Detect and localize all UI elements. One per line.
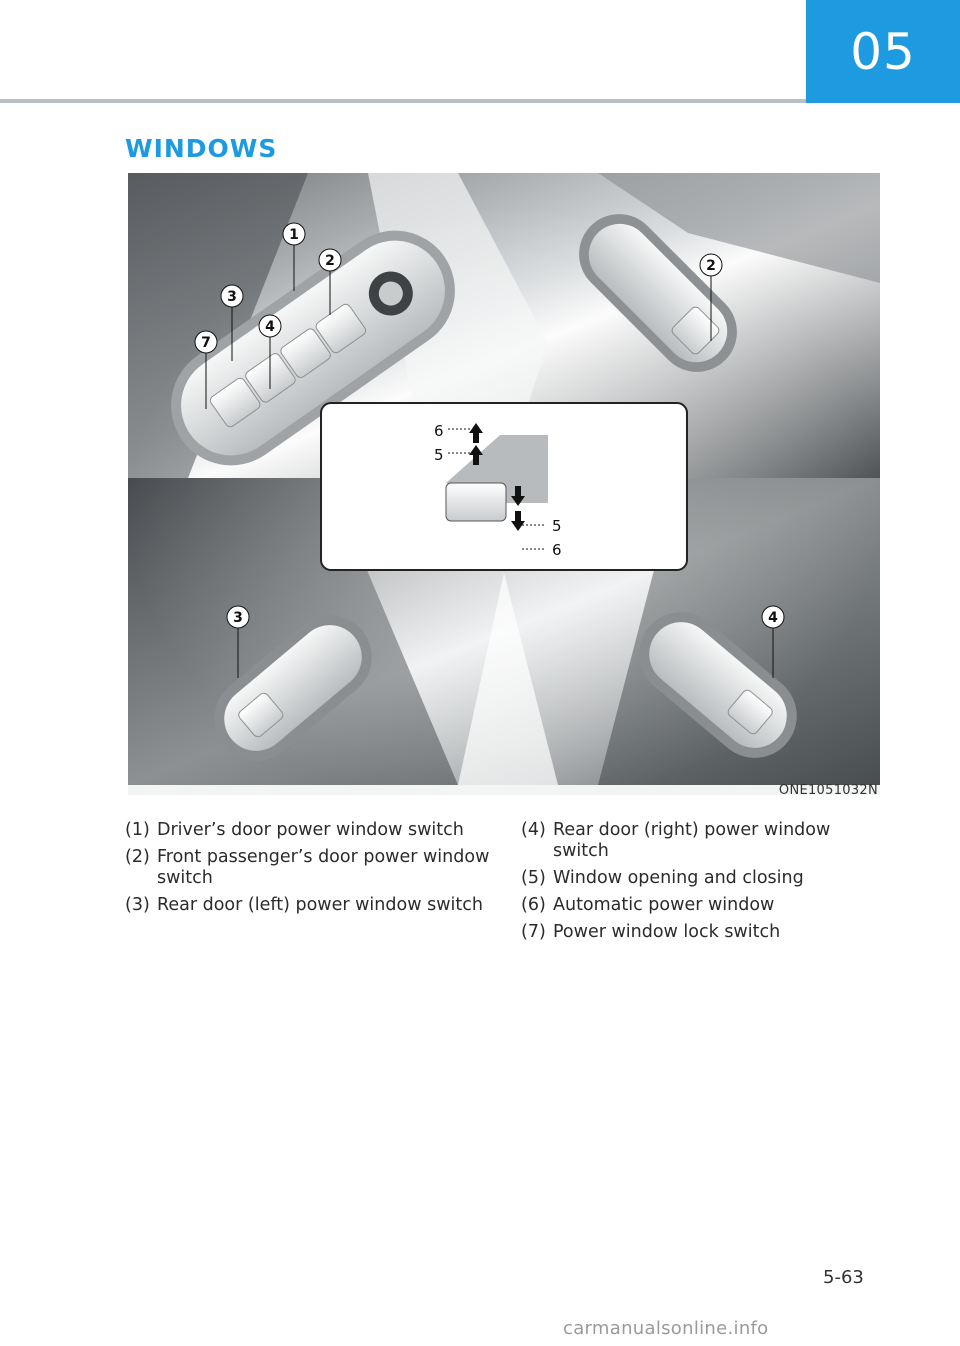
- legend-number: (1): [125, 820, 150, 840]
- legend-number: (7): [521, 922, 546, 942]
- legend-text: Power window lock switch: [553, 922, 781, 942]
- legend-number: (6): [521, 895, 546, 915]
- legend-item: [125, 895, 495, 916]
- inset-label-5-bottom: 5: [552, 517, 562, 535]
- legend-left: [125, 820, 495, 922]
- inset-label-6-bottom: 6: [552, 541, 562, 559]
- legend-number: (3): [125, 895, 150, 915]
- callout-3-rear-left: 3: [233, 610, 243, 626]
- legend-text: Window opening and closing: [553, 868, 804, 888]
- legend-item: [125, 847, 495, 889]
- callout-1: 1: [289, 227, 299, 243]
- callout-4: 4: [265, 319, 275, 335]
- legend-item: [521, 895, 851, 916]
- chapter-number: 05: [850, 22, 916, 81]
- callout-3: 3: [227, 289, 237, 305]
- legend-item: [521, 922, 851, 943]
- page-number: 5-63: [823, 1267, 864, 1288]
- chapter-tab: [806, 0, 960, 103]
- inset-label-6-top: 6: [434, 422, 444, 440]
- legend-item: [521, 820, 851, 862]
- callout-2-passenger: 2: [706, 258, 716, 274]
- section-title: WINDOWS: [125, 134, 278, 163]
- legend-text: Rear door (left) power window switch: [157, 895, 483, 915]
- callout-7: 7: [201, 335, 211, 351]
- window-switch-figure: [128, 173, 880, 798]
- legend-text: Rear door (right) power window switch: [553, 820, 831, 861]
- figure-code: ONE1051032N: [778, 783, 878, 798]
- legend-item: [521, 868, 851, 889]
- header-rule: [0, 99, 806, 103]
- callout-4-rear-right: 4: [768, 610, 778, 626]
- legend-text: Automatic power window: [553, 895, 775, 915]
- legend-item: [125, 820, 495, 841]
- inset-label-5-top: 5: [434, 446, 444, 464]
- legend-number: (4): [521, 820, 546, 840]
- watermark[interactable]: carmanualsonline.info: [563, 1318, 769, 1339]
- legend-right: [521, 820, 851, 949]
- legend-number: (2): [125, 847, 150, 867]
- legend-text: Front passenger’s door power window switch: [157, 847, 490, 888]
- callout-2: 2: [325, 253, 335, 269]
- legend-number: (5): [521, 868, 546, 888]
- figure-illustration: [128, 173, 880, 795]
- legend-text: Driver’s door power window switch: [157, 820, 464, 840]
